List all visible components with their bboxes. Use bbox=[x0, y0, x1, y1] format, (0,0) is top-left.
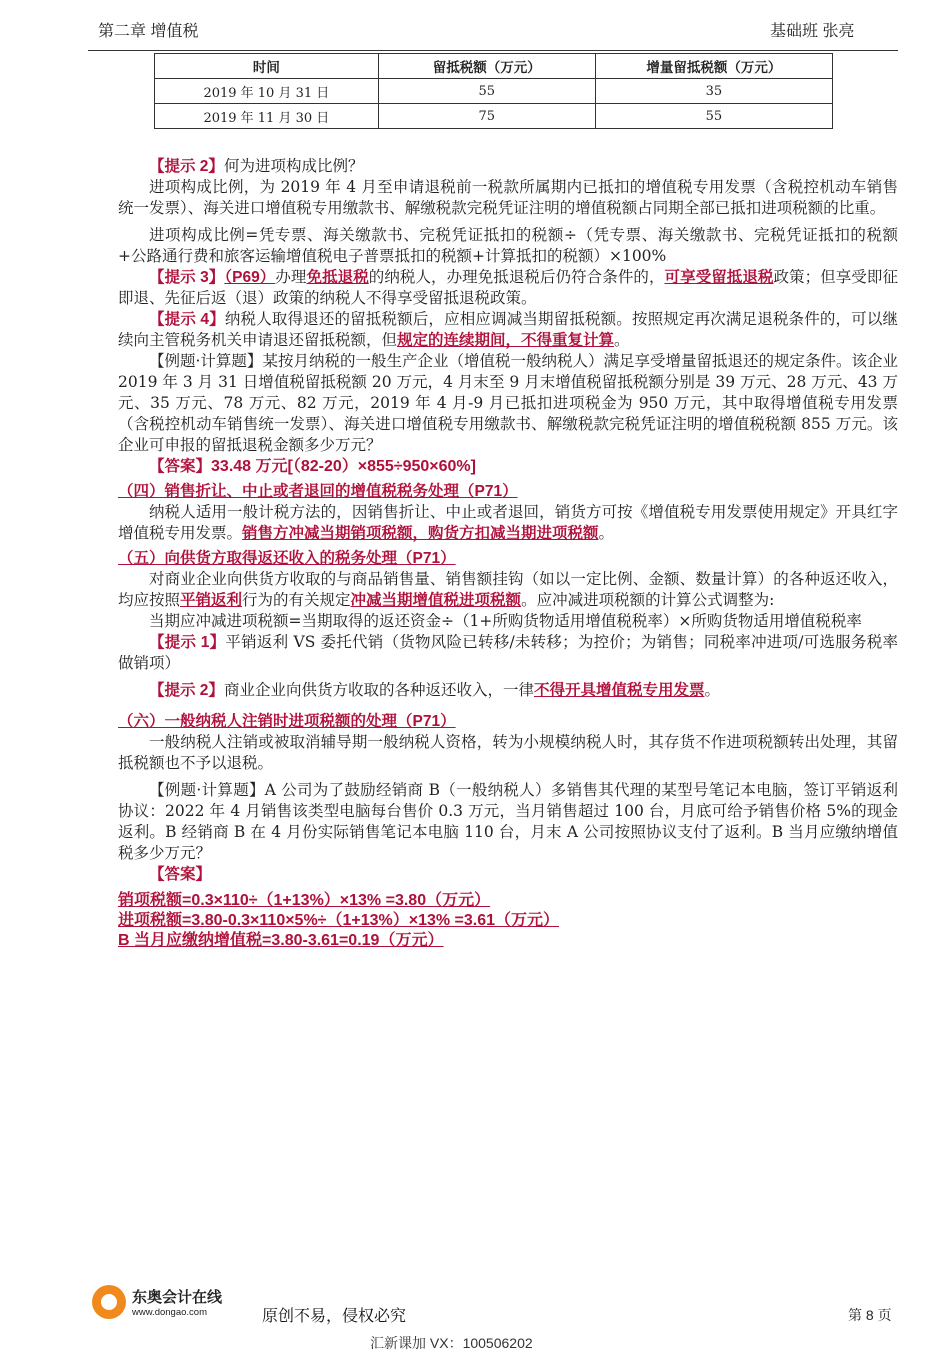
paragraph bbox=[118, 502, 898, 544]
table-header-row bbox=[155, 54, 833, 79]
answer-label-line bbox=[118, 864, 898, 885]
highlight: 冲减当期增值税进项税额 bbox=[350, 592, 522, 609]
paragraph: 一般纳税人注销或被取消辅导期一般纳税人资格，转为小规模纳税人时，其存货不作进项税额转出处理，其留抵税额也不予以退税。 bbox=[118, 733, 898, 772]
table-row bbox=[155, 104, 833, 129]
retained-tax-table bbox=[154, 53, 833, 129]
text: 行为的有关规定 bbox=[242, 591, 351, 609]
table-cell: 35 bbox=[595, 79, 832, 104]
text: 政策；但享受即征即退、先征后返（退）政策的纳税人不得享受留抵退税政策。 bbox=[118, 268, 898, 307]
footer-contact: 汇新课加 VX：100506202 bbox=[370, 1335, 533, 1351]
highlight: 免抵退税 bbox=[306, 269, 369, 286]
text: 平销返利 VS 委托代销（货物风险已转移/未转移；为控价；为销售；同税率冲进项/可选服务税率做销项） bbox=[118, 633, 898, 672]
section-5-title: （五）向供货方取得返还收入的税务处理（P71） bbox=[118, 550, 456, 567]
highlight: 可享受留抵退税 bbox=[664, 269, 774, 286]
paragraph: 进项构成比例，为 2019 年 4 月至申请退税前一税款所属期内已抵扣的增值税专用发票（含税控机动车销售统一发票）、海关进口增值税专用缴款书、解缴税款完税凭证注明的增值税额占同期全部已抵扣进项税额的比重。 bbox=[118, 178, 898, 217]
table-cell: 55 bbox=[378, 79, 595, 104]
section-4-title: （四）销售折让、中止或者退回的增值税税务处理（P71） bbox=[118, 483, 518, 500]
page-ref: （P69） bbox=[224, 269, 276, 286]
tip-label: 【提示 2】 bbox=[149, 682, 224, 699]
text: 商业企业向供货方收取的各种返还收入，一律 bbox=[223, 681, 534, 699]
answer-label: 【答案】 bbox=[149, 866, 212, 883]
example-answer bbox=[118, 456, 898, 477]
table-header-cell: 时间 bbox=[155, 54, 379, 79]
table-header-cell: 增量留抵税额（万元） bbox=[595, 54, 832, 79]
paragraph bbox=[118, 569, 898, 611]
tip-3 bbox=[118, 267, 898, 309]
class-header: 基础班 张亮 bbox=[770, 23, 855, 40]
logo-url: www.dongao.com bbox=[132, 1307, 207, 1318]
tip-label: 【提示 3】 bbox=[149, 269, 225, 286]
company-logo bbox=[92, 1285, 242, 1325]
table-header-cell: 留抵税额（万元） bbox=[378, 54, 595, 79]
text: 对商业企业向供货方收取的与商品销售量、销售额挂钩（如以一定比例、金额、数量计算）的各种返还收入，均应按照 bbox=[118, 570, 898, 609]
tip-label: 【提示 4】 bbox=[149, 311, 225, 328]
highlight: 规定的连续期间，不得重复计算 bbox=[397, 332, 615, 349]
table-cell: 2019 年 10 月 31 日 bbox=[155, 79, 379, 104]
answer-line: B 当月应缴纳增值税=3.80-3.61=0.19（万元） bbox=[118, 932, 444, 949]
document-body bbox=[118, 156, 898, 951]
table-cell: 2019 年 11 月 30 日 bbox=[155, 104, 379, 129]
table-cell: 55 bbox=[595, 104, 832, 129]
text: 纳税人取得退还的留抵税额后，应相应调减当期留抵税额。按照规定再次满足退税条件的，可以继续向主管税务机关申请退还留抵税额，但 bbox=[118, 310, 898, 349]
logo-name: 东奥会计在线 bbox=[132, 1289, 223, 1306]
text: 。 bbox=[598, 524, 615, 542]
example-question: 【例题·计算题】A 公司为了鼓励经销商 B（一般纳税人）多销售其代理的某型号笔记本电脑，签订平销返利协议：2022 年 4 月销售该类型电脑每台售价 0.3 万元，当月销售超过 100 台，月底可给予销售价格 5%的现金返利。B 经销商 B 在 4 月份实际销售笔记本电脑 110 台，月末 A 公司按照协议支付了返利。B 当月应缴纳增值税多少万元？ bbox=[118, 781, 898, 862]
text: 的纳税人，办理免抵退税后仍符合条件的， bbox=[368, 268, 665, 286]
table-row bbox=[155, 79, 833, 104]
tip-text: 何为进项构成比例？ bbox=[223, 157, 364, 175]
chapter-header: 第二章 增值税 bbox=[98, 23, 199, 40]
tip-label: 【提示 1】 bbox=[149, 634, 226, 651]
tip-2 bbox=[118, 680, 898, 701]
answer-line: 进项税额=3.80-0.3×110×5%÷（1+13%）×13% =3.61（万元） bbox=[118, 912, 560, 929]
text: 纳税人适用一般计税方法的，因销售折让、中止或者退回，销货方可按《增值税专用发票使用规定》开具红字增值税专用发票。 bbox=[118, 503, 898, 542]
highlight: 平销返利 bbox=[180, 592, 243, 609]
page-number: 第 8 页 bbox=[848, 1307, 892, 1323]
table-cell: 75 bbox=[378, 104, 595, 129]
header-divider bbox=[88, 50, 898, 51]
answer-line: 销项税额=0.3×110÷（1+13%）×13% =3.80（万元） bbox=[118, 892, 491, 909]
answer-value: 33.48 万元[（82-20）×855÷950×60%] bbox=[211, 458, 476, 475]
tip-1 bbox=[118, 632, 898, 674]
paragraph: 进项构成比例=凭专票、海关缴款书、完税凭证抵扣的税额÷（凭专票、海关缴款书、完税凭证抵扣的税额+公路通行费和旅客运输增值税电子普票抵扣的税额+计算抵扣的税额）×100% bbox=[118, 226, 898, 265]
example-question: 【例题·计算题】某按月纳税的一般生产企业（增值税一般纳税人）满足享受增量留抵退还的规定条件。该企业 2019 年 3 月 31 日增值税留抵税额 20 万元，4 月末至 9 月末增值税留抵税额分别是 39 万元、28 万元、43 万元、35 万元、78 万元、82 万元，2019 年 4 月-9 月已抵扣进项税金为 950 万元，其中取得增值税专用发票（含税控机动车销售统一发票）、海关进口增值税专用缴款书、解缴税款完税凭证注明的增值税税额 855 万元。该企业可申报的留抵退税金额多少万元？ bbox=[118, 352, 898, 454]
logo-icon bbox=[92, 1285, 126, 1319]
highlight: 销售方冲减当期销项税额，购货方扣减当期进项税额 bbox=[242, 525, 599, 542]
formula: 当期应冲减进项税额=当期取得的返还资金÷（1+所购货物适用增值税税率）×所购货物适用增值税税率 bbox=[149, 612, 862, 630]
tip-label: 【提示 2】 bbox=[149, 158, 224, 175]
tip-2-heading bbox=[118, 156, 898, 177]
highlight: 不得开具增值税专用发票 bbox=[533, 682, 705, 699]
footer-slogan: 原创不易，侵权必究 bbox=[262, 1308, 407, 1325]
text: 。 bbox=[704, 681, 720, 699]
text: 。 bbox=[614, 331, 630, 349]
text: 办理 bbox=[275, 268, 307, 286]
section-6-title: （六）一般纳税人注销时进项税额的处理（P71） bbox=[118, 713, 456, 730]
answer-label: 【答案】 bbox=[149, 458, 212, 475]
text: 。应冲减进项税额的计算公式调整为: bbox=[521, 591, 775, 609]
tip-4 bbox=[118, 309, 898, 351]
